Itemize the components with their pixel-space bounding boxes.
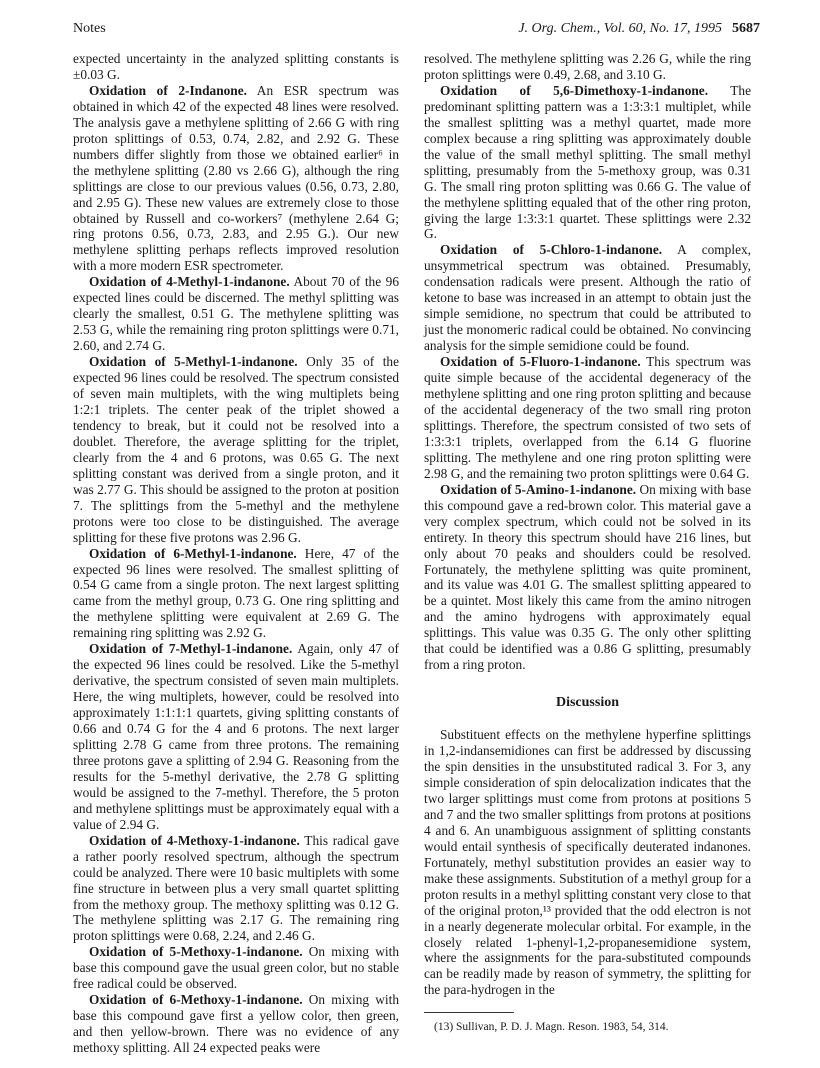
paragraph xyxy=(73,833,399,945)
paragraph-text: This radical gave a rather poorly resolved spectrum, although the spectrum could be analyzed. There were 10 basic multiplets with some fine structure in between plus a very small quartet splitting from the methoxy group. The methoxy splitting was 0.12 G. The methylene splitting was 2.17 G. The remaining ring proton splittings were 0.68, 2.24, and 2.46 G. xyxy=(73,832,399,944)
paragraph-heading: Oxidation of 5-Fluoro-1-indanone. xyxy=(440,354,641,370)
paragraph-text: About 70 of the 96 expected lines could be discerned. The methyl splitting was clearly the smallest, 0.51 G. The methylene splitting was 2.53 G, while the remaining ring proton splittings were 0.71, 2.60, and 2.74 G. xyxy=(73,274,399,354)
paragraph-heading: Oxidation of 6-Methyl-1-indanone. xyxy=(89,545,297,561)
paragraph xyxy=(73,944,399,992)
paragraph xyxy=(73,546,399,642)
paragraph-heading: Oxidation of 6-Methoxy-1-indanone. xyxy=(89,992,303,1008)
paragraph-heading: Oxidation of 4-Methyl-1-indanone. xyxy=(89,274,290,290)
paragraph-text: This spectrum was quite simple because of the accidental degeneracy of the methylene splitting and one ring proton splitting and because of the accidental degeneracy of the two small ring proton splittings. Therefore, the spectrum consisted of two sets of 1:3:3:1 triplets, overlapped from the 6.14 G fluorine splitting. The methylene and one ring proton splitting were 2.98 G, and the remaining two proton splittings were 0.64 G. xyxy=(424,354,752,481)
section-heading: Discussion xyxy=(555,695,620,711)
paragraph-text: An ESR spectrum was obtained in which 42 of the expected 48 lines were resolved. The analysis gave a methylene splitting of 2.66 G with ring proton splittings of 0.53, 0.74, 2.82, and 2.92 G. These numbers differ slightly from those we obtained earlier⁶ in the methylene splitting (2.80 vs 2.66 G), although the ring splittings are close to our previous values (0.56, 0.73, 2.80, and 2.95 G). These new values are extremely close to those obtained by Russell and co-workers⁷ (methylene 2.64 G; ring protons 0.56, 0.73, 2.83, and 2.95 G.). Our new methylene splitting perhaps reflects improved resolution with a more modern ESR spectrometer. xyxy=(73,82,399,274)
paragraph-text: expected uncertainty in the analyzed splitting constants is ±0.03 G. xyxy=(73,51,399,82)
paragraph xyxy=(73,83,399,274)
paragraph-text: On mixing with base this compound gave first a yellow color, then green, and then yellow-brown. There was no evidence of any methoxy splitting. All 24 expected peaks were xyxy=(73,992,399,1056)
paragraph xyxy=(73,354,399,545)
left-column xyxy=(73,51,399,1056)
right-column xyxy=(424,51,751,998)
paragraph xyxy=(424,482,751,673)
paragraph-heading: Oxidation of 2-Indanone. xyxy=(89,82,247,98)
paragraph xyxy=(424,242,751,354)
paragraph-text: The predominant splitting pattern was a 1:3:3:1 multiplet, while the smallest splitting was a methyl quartet, made more complex because a ring splitting was approximately double the value of the small methyl splitting. The small methyl splitting, presumably from the 5-methoxy group, was 0.31 G. The small ring proton splitting was 0.66 G. The value of the methylene splitting equaled that of the other ring proton, giving the large 1:3:3:1 quartet. These splittings were 2.32 G. xyxy=(424,82,751,242)
paragraph-text: Again, only 47 of the expected 96 lines could be resolved. Like the 5-methyl derivative, the spectrum consisted of seven main multiplets. Here, the wing multiplets, however, could be resolved into approximately 1:1:1:1 quartets, giving splitting constants of 0.66 and 0.74 G for the 4 and 6 protons. The next larger splitting 2.78 G came from three protons. The remaining three protons gave a splitting of 2.94 G. Reasoning from the results for the 5-methyl derivative, the 2.78 G splitting would be assigned to the 7-methyl. Therefore, the 5 proton and methylene splittings must be approximately equal with a value of 2.94 G. xyxy=(73,641,399,832)
paragraph xyxy=(73,992,399,1056)
paragraph-heading: Oxidation of 4-Methoxy-1-indanone. xyxy=(89,832,300,848)
paragraph-text: Here, 47 of the expected 96 lines were resolved. The smallest splitting of 0.54 G came from a single proton. The next largest splitting came from the methyl group, 0.73 G. One ring splitting and the methylene splitting were equivalent at 2.69 G. The remaining ring splitting was 2.92 G. xyxy=(73,545,399,641)
page-number: 5687 xyxy=(732,21,760,36)
section-label: Notes xyxy=(73,21,106,36)
paragraph xyxy=(424,354,751,482)
paragraph xyxy=(424,51,751,83)
footnote-rule xyxy=(424,1012,514,1013)
paragraph-heading: Oxidation of 5,6-Dimethoxy-1-indanone. xyxy=(440,82,709,98)
paragraph-text: A complex, unsymmetrical spectrum was obtained. Presumably, condensation radicals were present. Although the ratio of ketone to base was increased in an attempt to obtain just the simple semidione, no spectrum that could be attributed to just the monomeric radical could be obtained. No convincing analysis for the simple semidione could be found. xyxy=(424,242,751,354)
paragraph: Substituent effects on the methylene hyperfine splittings in 1,2-indansemidiones can first be addressed by discussing the spin densities in the unsubstituted radical 3. For 3, any simple consideration of spin delocalization indicates that the two larger splittings must come from protons at positions 5 and 7 and the two smaller splittings from protons at positions 4 and 6. An unambiguous assignment of splitting constants would entail synthesis of specifically deuterated indanones. Fortunately, methyl substitution provides an easier way to make these assignments. Substitution of a methyl group for a proton results in a methyl splitting constant very close to that of the original proton,¹³ provided that the odd electron is not in a nearly degenerate molecular orbital. For example, in the closely related 1-phenyl-1,2-propanesemidione system, where the assignments for the para-substituted compounds can be readily made by reason of symmetry, the splitting for the para-hydrogen in the xyxy=(424,727,751,998)
paragraph-heading: Oxidation of 7-Methyl-1-indanone. xyxy=(89,641,293,657)
paragraph-text: resolved. The methylene splitting was 2.26 G, while the ring proton splittings were 0.49, 2.68, and 3.10 G. xyxy=(424,51,751,82)
paragraph xyxy=(73,274,399,354)
paragraph xyxy=(73,51,399,83)
paragraph xyxy=(424,83,751,243)
paragraph-heading: Oxidation of 5-Methyl-1-indanone. xyxy=(89,354,298,370)
journal-citation: J. Org. Chem., Vol. 60, No. 17, 1995 xyxy=(518,21,722,36)
paragraph-heading: Oxidation of 5-Amino-1-indanone. xyxy=(440,481,637,497)
paragraph-text: Only 35 of the expected 96 lines could be resolved. The spectrum consisted of seven main multiplets, with the wing multiplets being 1:2:1 triplets. The center peak of the triplet showed a tendency to break, but it could not be resolved into a doublet. Therefore, the average splitting for the triplet, clearly from the 4 and 6 protons, was 0.65 G. The next splitting constant was derived from a single proton, and it was 2.77 G. This should be assigned to the proton at position 7. The splittings from the 5-methyl and the methylene protons were too close to be distinguished. The average splitting for these five protons was 2.96 G. xyxy=(73,354,399,545)
paragraph-text: On mixing with base this compound gave a red-brown color. This material gave a very complex spectrum, which could not be solved in its entirety. In theory this spectrum should have 216 lines, but only about 70 peaks and shoulders could be resolved. Fortunately, the methylene splitting was quite prominent, and its value was 4.01 G. The smallest splitting appeared to be a quintet. Most likely this came from the amino nitrogen and the amino hydrogens with approximately equal splittings. This value was 0.35 G. The only other splitting that could be identified was a 0.86 G splitting, presumably from a ring proton. xyxy=(424,481,752,673)
paragraph-text: On mixing with base this compound gave the usual green color, but no stable free radical could be observed. xyxy=(73,944,399,992)
running-header xyxy=(518,21,760,37)
paragraph-heading: Oxidation of 5-Chloro-1-indanone. xyxy=(440,242,663,258)
footnote: (13) Sullivan, P. D. J. Magn. Reson. 1983, 54, 314. xyxy=(434,1021,669,1033)
paragraph xyxy=(73,641,399,832)
paragraph-heading: Oxidation of 5-Methoxy-1-indanone. xyxy=(89,944,303,960)
